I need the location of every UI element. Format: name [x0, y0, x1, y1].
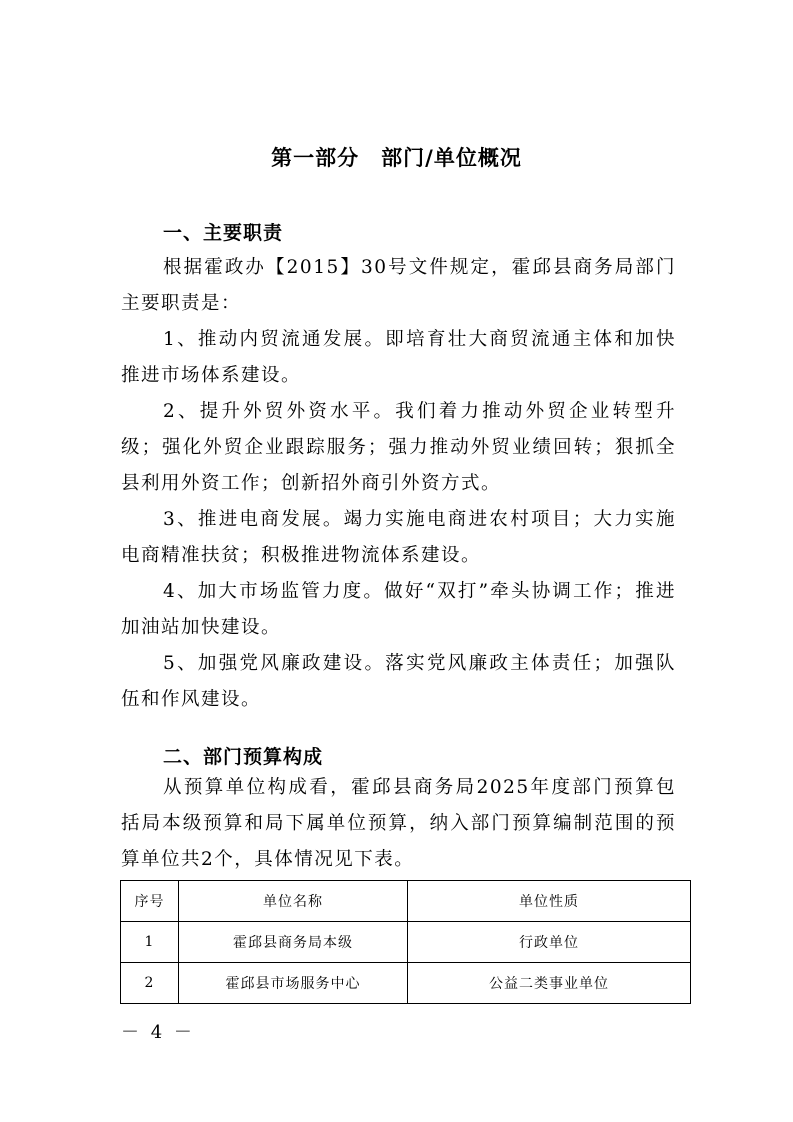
header-unit-type: 单位性质: [408, 881, 691, 922]
duty-item-3: 3、推进电商发展。竭力实施电商进农村项目；大力实施电商精准扶贫；积极推进物流体系建设。: [121, 509, 676, 566]
duty-item-1: 1、推动内贸流通发展。即培育壮大商贸流通主体和加快推进市场体系建设。: [121, 329, 676, 386]
duty-item-4: 4、加大市场监管力度。做好“双打”牵头协调工作；推进加油站加快建设。: [121, 581, 676, 638]
page-title: 第一部分 部门/单位概况: [271, 146, 522, 170]
header-unit-name: 单位名称: [179, 881, 408, 922]
cell-serial: 2: [121, 963, 179, 1004]
cell-serial: 1: [121, 922, 179, 963]
table-row: [121, 963, 691, 1004]
table-header-row: [121, 881, 691, 922]
cell-unit-type: 行政单位: [408, 922, 691, 963]
duty-item-5: 5、加强党风廉政建设。落实党风廉政主体责任；加强队伍和作风建设。: [121, 653, 676, 710]
cell-unit-type: 公益二类事业单位: [408, 963, 691, 1004]
header-serial: 序号: [121, 881, 179, 922]
budget-intro-paragraph: 从预算单位构成看，霍邱县商务局2025年度部门预算包括局本级预算和局下属单位预算，纳入部门预算编制范围的预算单位共2个，具体情况见下表。: [121, 777, 676, 870]
budget-units-table: [120, 880, 691, 1004]
table-row: [121, 922, 691, 963]
cell-unit-name: 霍邱县商务局本级: [179, 922, 408, 963]
page-number: － 4 －: [121, 1022, 195, 1043]
section-heading-budget-composition: 二、部门预算构成: [163, 746, 324, 768]
cell-unit-name: 霍邱县市场服务中心: [179, 963, 408, 1004]
duty-item-2: 2、提升外贸外资水平。我们着力推动外贸企业转型升级；强化外贸企业跟踪服务；强力推动外贸业绩回转；狠抓全县利用外资工作；创新招外商引外资方式。: [121, 401, 676, 494]
duties-intro-paragraph: 根据霍政办【2015】30号文件规定，霍邱县商务局部门主要职责是：: [121, 257, 676, 314]
section-heading-main-duties: 一、主要职责: [163, 222, 284, 244]
